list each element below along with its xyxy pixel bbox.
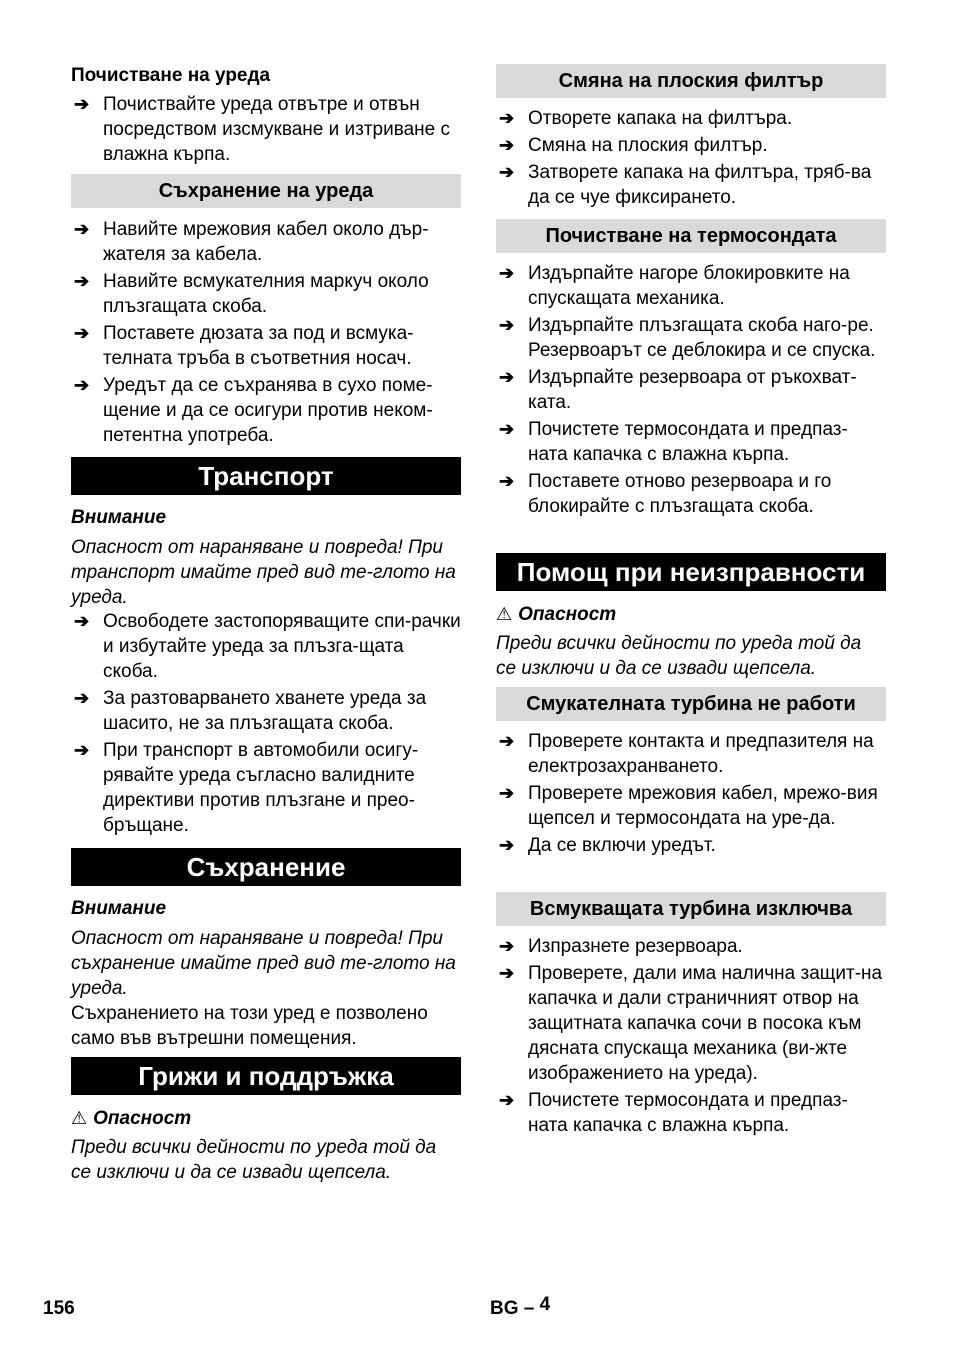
arrow-right-icon: ➔ bbox=[499, 367, 515, 387]
list-item: ➔ Навийте мрежовия кабел около дър-жателя за кабела. bbox=[74, 219, 429, 265]
arrow-right-icon: ➔ bbox=[499, 731, 515, 751]
warning-text-transport: Опасност от нараняване и повреда! При транспорт имайте пред вид те-глото на уреда. bbox=[71, 537, 456, 608]
section-page-label bbox=[490, 1296, 550, 1322]
list-item: ➔ Смяна на плоския филтър. bbox=[499, 135, 768, 156]
list-item: ➔ При транспорт в автомобили осигу-рявайте уреда съгласно валидните директиви против плъзгане и прео-бръщане. bbox=[74, 740, 419, 836]
list-item: ➔ Почистете термосондата и предпаз-ната капачка с влажна кърпа. bbox=[499, 419, 848, 465]
arrow-right-icon: ➔ bbox=[499, 1090, 515, 1110]
arrow-right-icon: ➔ bbox=[74, 271, 90, 291]
list-item: ➔ Навийте всмукателния маркуч около плъзгащата скоба. bbox=[74, 271, 429, 317]
list-item: ➔ Проверете, дали има налична защит-на капачка и дали страничният отвор на защитната капачка сочи в посока към дясната спускаща механика (ви-жте изображението на уреда). bbox=[499, 963, 883, 1084]
arrow-right-icon: ➔ bbox=[499, 108, 515, 128]
storage-note: Съхранението на този уред е позволено само във вътрешни помещения. bbox=[71, 1003, 428, 1049]
arrow-right-icon: ➔ bbox=[74, 323, 90, 343]
arrow-right-icon: ➔ bbox=[74, 219, 90, 239]
arrow-right-icon: ➔ bbox=[499, 471, 515, 491]
warning-text-storage: Опасност от нараняване и повреда! При съхранение имайте пред вид те-глото на уреда. bbox=[71, 928, 456, 999]
section-page-number: 4 bbox=[539, 1294, 551, 1315]
section-title-storage: Съхранение bbox=[71, 848, 461, 886]
list-item: ➔ Уредът да се съхранява в сухо поме-щение и да се осигури против неком-петентна употреба. bbox=[74, 375, 433, 446]
danger-title-troubleshooting: ⚠ Опасност bbox=[496, 604, 617, 625]
page-number: 156 bbox=[43, 1298, 75, 1319]
language-code: BG – bbox=[490, 1298, 535, 1319]
bullet-list-turbine-switches-off bbox=[496, 934, 886, 1140]
section-title-care: Грижи и поддръжка bbox=[71, 1057, 461, 1095]
warning-title-storage: Внимание bbox=[71, 898, 167, 919]
warning-title-transport: Внимание bbox=[71, 507, 167, 528]
list-item: ➔ Издърпайте нагоре блокировките на спускащата механика. bbox=[499, 263, 850, 309]
bullet-list-storage-device bbox=[71, 217, 461, 450]
arrow-right-icon: ➔ bbox=[74, 611, 90, 631]
danger-text-care: Преди всички дейности по уреда той да се изключи и да се извади щепсела. bbox=[71, 1137, 437, 1183]
arrow-right-icon: ➔ bbox=[499, 936, 515, 956]
arrow-right-icon: ➔ bbox=[499, 162, 515, 182]
warning-triangle-icon: ⚠ bbox=[71, 1108, 88, 1128]
arrow-right-icon: ➔ bbox=[499, 963, 515, 983]
list-item: ➔ Освободете застопоряващите спи-рачки и избутайте уреда за плъзга-щата скоба. bbox=[74, 611, 461, 682]
arrow-right-icon: ➔ bbox=[74, 94, 90, 114]
list-item: ➔ Затворете капака на филтъра, тряб-ва да се чуе фиксирането. bbox=[499, 162, 872, 208]
arrow-right-icon: ➔ bbox=[499, 835, 515, 855]
section-title-cleaning: Почистване на уреда bbox=[71, 65, 271, 86]
arrow-right-icon: ➔ bbox=[499, 315, 515, 335]
list-item: ➔ Изпразнете резервоара. bbox=[499, 936, 743, 957]
section-title-troubleshooting: Помощ при неизправности bbox=[496, 553, 886, 591]
list-item: ➔ Издърпайте резервоара от ръкохват-ката. bbox=[499, 367, 857, 413]
bullet-list-turbine-not-working bbox=[496, 729, 886, 860]
bullet-list-cleaning bbox=[71, 92, 461, 169]
list-item: ➔ Поставете дюзата за под и всмука-телната тръба в съответния носач. bbox=[74, 323, 414, 369]
arrow-right-icon: ➔ bbox=[499, 783, 515, 803]
arrow-right-icon: ➔ bbox=[499, 135, 515, 155]
list-item: ➔ Почиствайте уреда отвътре и отвън посредством изсмукване и изтриване с влажна кърпа. bbox=[74, 94, 451, 165]
section-title-turbine-switches-off: Всмукващата турбина изключва bbox=[496, 892, 886, 926]
list-item: ➔ Почистете термосондата и предпаз-ната капачка с влажна кърпа. bbox=[499, 1090, 848, 1136]
arrow-right-icon: ➔ bbox=[499, 263, 515, 283]
section-title-turbine-not-working: Смукателната турбина не работи bbox=[496, 687, 886, 721]
section-title-transport: Транспорт bbox=[71, 457, 461, 495]
warning-triangle-icon: ⚠ bbox=[496, 604, 513, 624]
bullet-list-thermo-probe bbox=[496, 261, 886, 521]
list-item: ➔ Да се включи уредът. bbox=[499, 835, 716, 856]
section-title-flat-filter: Смяна на плоския филтър bbox=[496, 64, 886, 98]
list-item: ➔ За разтоварването хванете уреда за шасито, не за плъзгащата скоба. bbox=[74, 688, 427, 734]
list-item: ➔ Проверете мрежовия кабел, мрежо-вия щепсел и термосондата на уре-да. bbox=[499, 783, 878, 829]
section-title-thermo-probe: Почистване на термосондата bbox=[496, 219, 886, 253]
list-item: ➔ Издърпайте плъзгащата скоба наго-ре. Резервоарът се деблокира и се спуска. bbox=[499, 315, 876, 361]
bullet-list-transport bbox=[71, 609, 461, 840]
danger-text-troubleshooting: Преди всички дейности по уреда той да се изключи и да се извади щепсела. bbox=[496, 633, 862, 679]
arrow-right-icon: ➔ bbox=[499, 419, 515, 439]
section-title-storage-device: Съхранение на уреда bbox=[71, 174, 461, 208]
list-item: ➔ Проверете контакта и предпазителя на електрозахранването. bbox=[499, 731, 874, 777]
list-item: ➔ Отворете капака на филтъра. bbox=[499, 108, 793, 129]
bullet-list-flat-filter bbox=[496, 106, 886, 212]
arrow-right-icon: ➔ bbox=[74, 740, 90, 760]
danger-title-care: ⚠ Опасност bbox=[71, 1108, 192, 1129]
arrow-right-icon: ➔ bbox=[74, 375, 90, 395]
list-item: ➔ Поставете отново резервоара и го блокирайте с плъзгащата скоба. bbox=[499, 471, 832, 517]
arrow-right-icon: ➔ bbox=[74, 688, 90, 708]
